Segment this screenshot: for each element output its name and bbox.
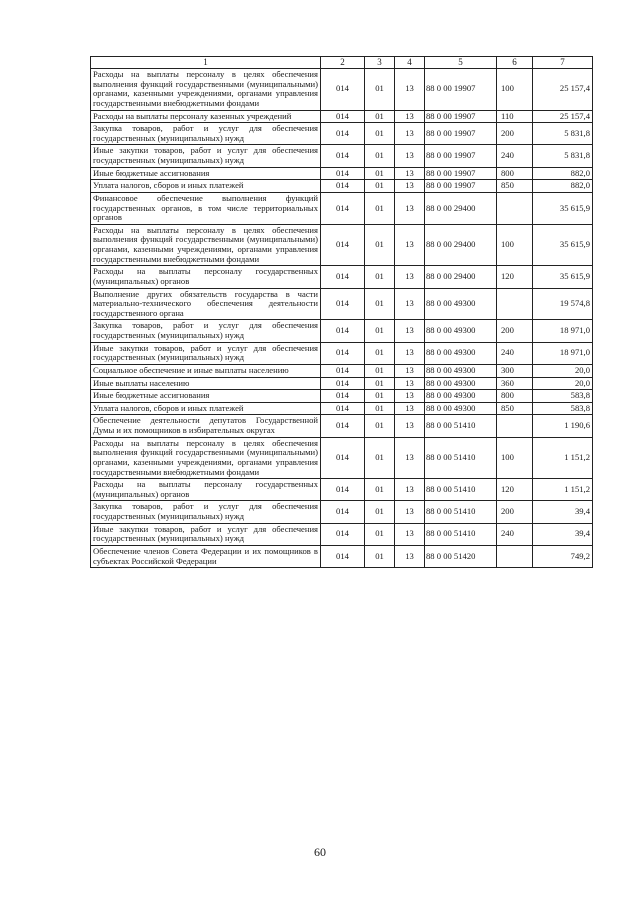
amount: 25 157,4 <box>533 110 593 123</box>
amount: 20,0 <box>533 364 593 377</box>
subsection-code: 13 <box>395 415 425 437</box>
expense-name: Иные бюджетные ассигнования <box>91 167 321 180</box>
target-article-code: 88 0 00 19907 <box>425 123 497 145</box>
section-code: 01 <box>365 266 395 288</box>
table-row <box>91 415 593 437</box>
subsection-code: 13 <box>395 479 425 501</box>
subsection-code: 13 <box>395 192 425 224</box>
section-code: 01 <box>365 192 395 224</box>
ministry-code: 014 <box>321 501 365 523</box>
subsection-code: 13 <box>395 501 425 523</box>
section-code: 01 <box>365 402 395 415</box>
column-number-row <box>91 57 593 69</box>
expense-name: Иные закупки товаров, работ и услуг для обеспечения государственных (муниципальных) нужд <box>91 342 321 364</box>
section-code: 01 <box>365 123 395 145</box>
table-row <box>91 110 593 123</box>
subsection-code: 13 <box>395 110 425 123</box>
expense-type-code: 800 <box>497 390 533 403</box>
expense-type-code: 300 <box>497 364 533 377</box>
table-body <box>91 57 593 568</box>
table-row <box>91 437 593 479</box>
column-header: 4 <box>395 57 425 69</box>
amount: 583,8 <box>533 390 593 403</box>
expense-type-code: 200 <box>497 123 533 145</box>
column-header: 5 <box>425 57 497 69</box>
ministry-code: 014 <box>321 145 365 167</box>
expense-type-code: 100 <box>497 69 533 111</box>
table-row <box>91 266 593 288</box>
expense-name: Уплата налогов, сборов и иных платежей <box>91 402 321 415</box>
ministry-code: 014 <box>321 123 365 145</box>
table-row <box>91 545 593 567</box>
expense-name: Выполнение других обязательств государства в части материально-технического обеспечения деятельности государственного органа <box>91 288 321 320</box>
column-header: 1 <box>91 57 321 69</box>
expense-type-code: 120 <box>497 479 533 501</box>
section-code: 01 <box>365 501 395 523</box>
ministry-code: 014 <box>321 390 365 403</box>
amount: 1 151,2 <box>533 479 593 501</box>
expense-type-code: 100 <box>497 224 533 266</box>
table-row <box>91 501 593 523</box>
expense-type-code: 850 <box>497 180 533 193</box>
subsection-code: 13 <box>395 545 425 567</box>
column-header: 3 <box>365 57 395 69</box>
table-row <box>91 288 593 320</box>
target-article-code: 88 0 00 49300 <box>425 342 497 364</box>
target-article-code: 88 0 00 49300 <box>425 377 497 390</box>
amount: 39,4 <box>533 501 593 523</box>
table-row <box>91 364 593 377</box>
subsection-code: 13 <box>395 523 425 545</box>
expense-name: Иные закупки товаров, работ и услуг для обеспечения государственных (муниципальных) нужд <box>91 523 321 545</box>
target-article-code: 88 0 00 51420 <box>425 545 497 567</box>
table-row <box>91 377 593 390</box>
section-code: 01 <box>365 224 395 266</box>
subsection-code: 13 <box>395 342 425 364</box>
amount: 35 615,9 <box>533 266 593 288</box>
expense-type-code: 110 <box>497 110 533 123</box>
expense-name: Расходы на выплаты персоналу в целях обеспечения выполнения функций государственными (муниципальными) органами, казенными учреждениями, органами управления государственными внебюджетными фондами <box>91 437 321 479</box>
amount: 1 151,2 <box>533 437 593 479</box>
ministry-code: 014 <box>321 523 365 545</box>
ministry-code: 014 <box>321 479 365 501</box>
ministry-code: 014 <box>321 288 365 320</box>
expense-name: Расходы на выплаты персоналу казенных учреждений <box>91 110 321 123</box>
expense-name: Иные бюджетные ассигнования <box>91 390 321 403</box>
expense-name: Обеспечение членов Совета Федерации и их помощников в субъектах Российской Федерации <box>91 545 321 567</box>
table-row <box>91 342 593 364</box>
target-article-code: 88 0 00 49300 <box>425 288 497 320</box>
amount: 20,0 <box>533 377 593 390</box>
table-row <box>91 167 593 180</box>
amount: 5 831,8 <box>533 123 593 145</box>
expense-type-code: 360 <box>497 377 533 390</box>
expense-name: Расходы на выплаты персоналу в целях обеспечения выполнения функций государственными (муниципальными) органами, казенными учреждениями, органами управления государственными внебюджетными фондами <box>91 224 321 266</box>
section-code: 01 <box>365 110 395 123</box>
expense-name: Закупка товаров, работ и услуг для обеспечения государственных (муниципальных) нужд <box>91 123 321 145</box>
subsection-code: 13 <box>395 266 425 288</box>
expense-name: Расходы на выплаты персоналу государственных (муниципальных) органов <box>91 266 321 288</box>
table-row <box>91 523 593 545</box>
target-article-code: 88 0 00 51410 <box>425 479 497 501</box>
subsection-code: 13 <box>395 167 425 180</box>
table-row <box>91 224 593 266</box>
target-article-code: 88 0 00 19907 <box>425 69 497 111</box>
subsection-code: 13 <box>395 180 425 193</box>
ministry-code: 014 <box>321 437 365 479</box>
expense-type-code: 240 <box>497 145 533 167</box>
section-code: 01 <box>365 180 395 193</box>
section-code: 01 <box>365 342 395 364</box>
section-code: 01 <box>365 145 395 167</box>
ministry-code: 014 <box>321 110 365 123</box>
expense-name: Иные выплаты населению <box>91 377 321 390</box>
expense-name: Расходы на выплаты персоналу в целях обеспечения выполнения функций государственными (муниципальными) органами, казенными учреждениями, органами управления государственными внебюджетными фондами <box>91 69 321 111</box>
amount: 18 971,0 <box>533 320 593 342</box>
expense-type-code: 200 <box>497 320 533 342</box>
section-code: 01 <box>365 545 395 567</box>
amount: 19 574,8 <box>533 288 593 320</box>
table-row <box>91 123 593 145</box>
target-article-code: 88 0 00 19907 <box>425 110 497 123</box>
expense-type-code <box>497 288 533 320</box>
subsection-code: 13 <box>395 437 425 479</box>
table-row <box>91 390 593 403</box>
subsection-code: 13 <box>395 320 425 342</box>
expense-name: Расходы на выплаты персоналу государственных (муниципальных) органов <box>91 479 321 501</box>
table-row <box>91 320 593 342</box>
section-code: 01 <box>365 437 395 479</box>
table-row <box>91 145 593 167</box>
expense-type-code: 800 <box>497 167 533 180</box>
ministry-code: 014 <box>321 224 365 266</box>
target-article-code: 88 0 00 49300 <box>425 364 497 377</box>
target-article-code: 88 0 00 49300 <box>425 320 497 342</box>
amount: 35 615,9 <box>533 192 593 224</box>
table-row <box>91 180 593 193</box>
amount: 1 190,6 <box>533 415 593 437</box>
subsection-code: 13 <box>395 377 425 390</box>
section-code: 01 <box>365 523 395 545</box>
section-code: 01 <box>365 320 395 342</box>
expense-type-code: 240 <box>497 342 533 364</box>
expense-name: Закупка товаров, работ и услуг для обеспечения государственных (муниципальных) нужд <box>91 320 321 342</box>
expense-name: Социальное обеспечение и иные выплаты населению <box>91 364 321 377</box>
amount: 25 157,4 <box>533 69 593 111</box>
table-row <box>91 192 593 224</box>
section-code: 01 <box>365 364 395 377</box>
amount: 882,0 <box>533 167 593 180</box>
target-article-code: 88 0 00 49300 <box>425 390 497 403</box>
amount: 882,0 <box>533 180 593 193</box>
subsection-code: 13 <box>395 145 425 167</box>
subsection-code: 13 <box>395 123 425 145</box>
ministry-code: 014 <box>321 377 365 390</box>
section-code: 01 <box>365 377 395 390</box>
table-row <box>91 69 593 111</box>
ministry-code: 014 <box>321 402 365 415</box>
table-row <box>91 479 593 501</box>
amount: 18 971,0 <box>533 342 593 364</box>
expense-type-code: 120 <box>497 266 533 288</box>
section-code: 01 <box>365 479 395 501</box>
subsection-code: 13 <box>395 364 425 377</box>
subsection-code: 13 <box>395 402 425 415</box>
expense-name: Финансовое обеспечение выполнения функций государственных органов, в том числе территориальных органов <box>91 192 321 224</box>
ministry-code: 014 <box>321 342 365 364</box>
ministry-code: 014 <box>321 364 365 377</box>
target-article-code: 88 0 00 51410 <box>425 501 497 523</box>
ministry-code: 014 <box>321 167 365 180</box>
expense-type-code <box>497 415 533 437</box>
amount: 39,4 <box>533 523 593 545</box>
target-article-code: 88 0 00 19907 <box>425 145 497 167</box>
target-article-code: 88 0 00 49300 <box>425 402 497 415</box>
expense-name: Уплата налогов, сборов и иных платежей <box>91 180 321 193</box>
column-header: 7 <box>533 57 593 69</box>
amount: 35 615,9 <box>533 224 593 266</box>
section-code: 01 <box>365 167 395 180</box>
amount: 583,8 <box>533 402 593 415</box>
ministry-code: 014 <box>321 415 365 437</box>
table-row <box>91 402 593 415</box>
expense-name: Обеспечение деятельности депутатов Государственной Думы и их помощников в избирательных округах <box>91 415 321 437</box>
amount: 749,2 <box>533 545 593 567</box>
column-header: 2 <box>321 57 365 69</box>
expense-type-code: 200 <box>497 501 533 523</box>
ministry-code: 014 <box>321 180 365 193</box>
target-article-code: 88 0 00 19907 <box>425 180 497 193</box>
ministry-code: 014 <box>321 266 365 288</box>
ministry-code: 014 <box>321 545 365 567</box>
column-header: 6 <box>497 57 533 69</box>
target-article-code: 88 0 00 51410 <box>425 437 497 479</box>
target-article-code: 88 0 00 19907 <box>425 167 497 180</box>
expense-type-code <box>497 192 533 224</box>
subsection-code: 13 <box>395 390 425 403</box>
expense-name: Закупка товаров, работ и услуг для обеспечения государственных (муниципальных) нужд <box>91 501 321 523</box>
section-code: 01 <box>365 390 395 403</box>
subsection-code: 13 <box>395 224 425 266</box>
expense-name: Иные закупки товаров, работ и услуг для обеспечения государственных (муниципальных) нужд <box>91 145 321 167</box>
subsection-code: 13 <box>395 288 425 320</box>
budget-table <box>90 56 593 568</box>
page-number: 60 <box>314 845 326 859</box>
target-article-code: 88 0 00 51410 <box>425 523 497 545</box>
expense-type-code: 100 <box>497 437 533 479</box>
target-article-code: 88 0 00 29400 <box>425 266 497 288</box>
target-article-code: 88 0 00 29400 <box>425 224 497 266</box>
section-code: 01 <box>365 288 395 320</box>
expense-type-code <box>497 545 533 567</box>
subsection-code: 13 <box>395 69 425 111</box>
expense-type-code: 240 <box>497 523 533 545</box>
expense-type-code: 850 <box>497 402 533 415</box>
section-code: 01 <box>365 415 395 437</box>
ministry-code: 014 <box>321 192 365 224</box>
section-code: 01 <box>365 69 395 111</box>
amount: 5 831,8 <box>533 145 593 167</box>
target-article-code: 88 0 00 51410 <box>425 415 497 437</box>
target-article-code: 88 0 00 29400 <box>425 192 497 224</box>
ministry-code: 014 <box>321 69 365 111</box>
ministry-code: 014 <box>321 320 365 342</box>
